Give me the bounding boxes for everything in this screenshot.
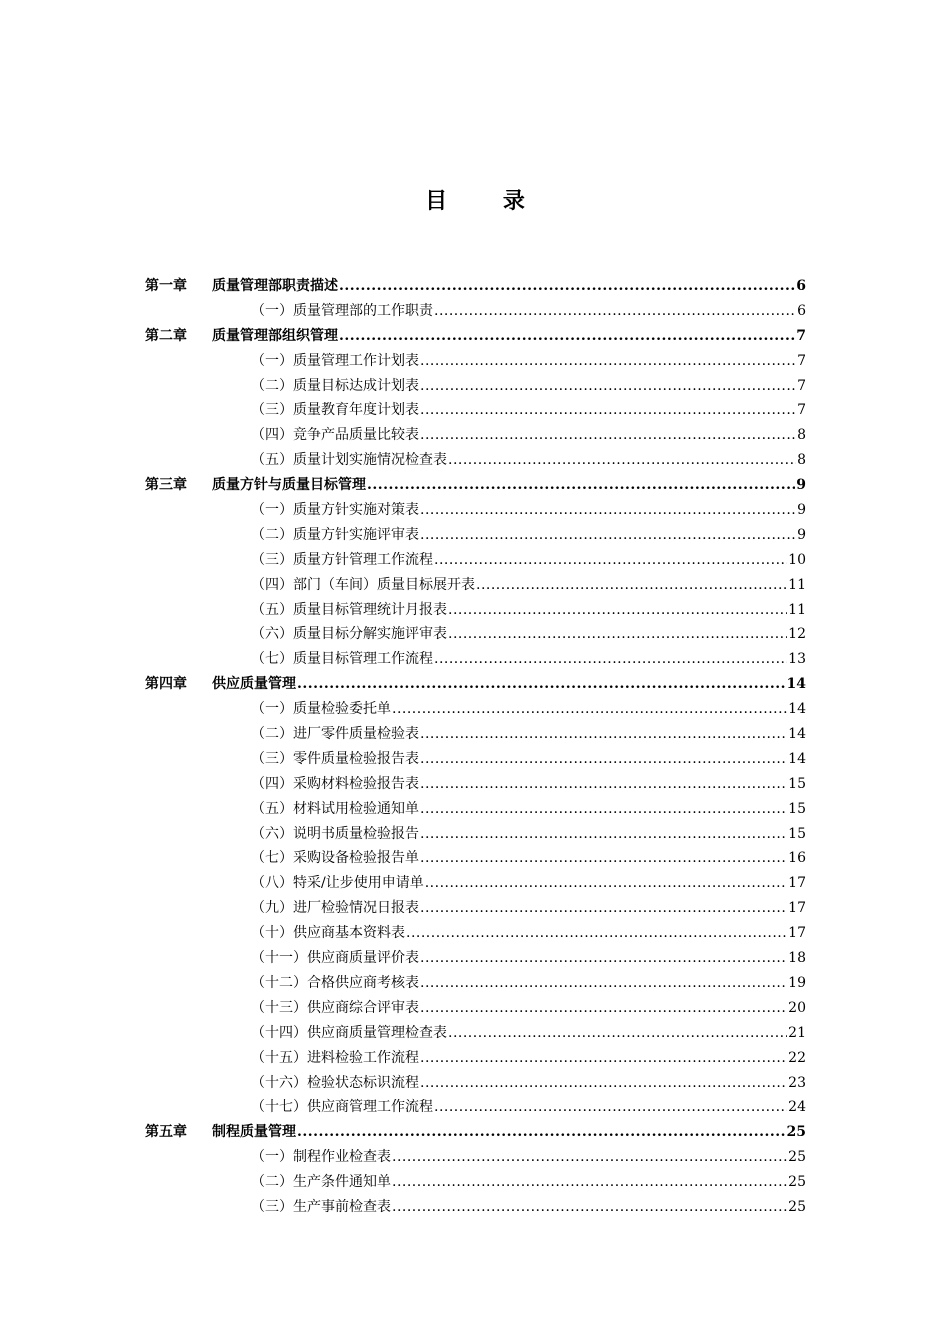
toc-section-entry[interactable] bbox=[145, 299, 806, 324]
entry-title: （二）生产条件通知单 bbox=[251, 1174, 391, 1191]
toc-section-entry[interactable] bbox=[145, 797, 806, 822]
page-number: 22 bbox=[788, 1049, 806, 1066]
dot-leader bbox=[420, 523, 796, 548]
dot-leader bbox=[420, 722, 787, 747]
entry-title: （十四）供应商质量管理检查表 bbox=[251, 1024, 447, 1041]
toc-section-entry[interactable] bbox=[145, 423, 806, 448]
toc-chapter-entry[interactable] bbox=[145, 324, 806, 349]
page-number: 10 bbox=[788, 551, 806, 568]
toc-section-entry[interactable] bbox=[145, 1071, 806, 1096]
toc-section-entry[interactable] bbox=[145, 598, 806, 623]
page-number: 11 bbox=[788, 601, 806, 618]
toc-section-entry[interactable] bbox=[145, 772, 806, 797]
toc-section-entry[interactable] bbox=[145, 1170, 806, 1195]
page-number: 13 bbox=[788, 651, 806, 668]
page-number: 25 bbox=[788, 1174, 806, 1191]
page-number: 25 bbox=[788, 1149, 806, 1166]
dot-leader bbox=[420, 1071, 787, 1096]
entry-title: （三）零件质量检验报告表 bbox=[251, 750, 419, 767]
toc-section-entry[interactable] bbox=[145, 896, 806, 921]
dot-leader bbox=[420, 896, 787, 921]
page-number: 14 bbox=[788, 701, 806, 718]
page-number: 17 bbox=[788, 900, 806, 917]
entry-title: （六）说明书质量检验报告 bbox=[251, 825, 419, 842]
entry-title: （三）生产事前检查表 bbox=[251, 1198, 391, 1215]
dot-leader bbox=[339, 274, 795, 299]
toc-section-entry[interactable] bbox=[145, 548, 806, 573]
toc-chapter-entry[interactable] bbox=[145, 672, 806, 697]
entry-title: （十二）合格供应商考核表 bbox=[251, 974, 419, 991]
page-number: 9 bbox=[797, 502, 806, 519]
toc-section-entry[interactable] bbox=[145, 1095, 806, 1120]
page-number: 8 bbox=[797, 427, 806, 444]
entry-title: （九）进厂检验情况日报表 bbox=[251, 900, 419, 917]
page-number: 20 bbox=[788, 999, 806, 1016]
dot-leader bbox=[420, 822, 787, 847]
toc-section-entry[interactable] bbox=[145, 622, 806, 647]
entry-title: （一）质量方针实施对策表 bbox=[251, 502, 419, 519]
entry-title: （八）特采/让步使用申请单 bbox=[251, 875, 424, 892]
page-number: 17 bbox=[788, 925, 806, 942]
entry-title: （十七）供应商管理工作流程 bbox=[251, 1099, 433, 1116]
page-number: 15 bbox=[788, 825, 806, 842]
toc-section-entry[interactable] bbox=[145, 747, 806, 772]
page-number: 19 bbox=[788, 974, 806, 991]
dot-leader bbox=[434, 1095, 787, 1120]
entry-title: （十三）供应商综合评审表 bbox=[251, 999, 419, 1016]
toc-section-entry[interactable] bbox=[145, 374, 806, 399]
dot-leader bbox=[448, 622, 787, 647]
entry-title: （一）质量管理工作计划表 bbox=[251, 352, 419, 369]
dot-leader bbox=[448, 448, 796, 473]
dot-leader bbox=[434, 548, 787, 573]
entry-title: 制程质量管理 bbox=[212, 1124, 296, 1141]
page-number: 14 bbox=[788, 726, 806, 743]
toc-section-entry[interactable] bbox=[145, 1021, 806, 1046]
toc-section-entry[interactable] bbox=[145, 946, 806, 971]
page-number: 14 bbox=[786, 676, 806, 693]
entry-title: （四）竞争产品质量比较表 bbox=[251, 427, 419, 444]
toc-section-entry[interactable] bbox=[145, 349, 806, 374]
entry-title: 供应质量管理 bbox=[212, 676, 296, 693]
toc-section-entry[interactable] bbox=[145, 498, 806, 523]
dot-leader bbox=[392, 697, 787, 722]
dot-leader bbox=[392, 1145, 787, 1170]
toc-chapter-entry[interactable] bbox=[145, 274, 806, 299]
entry-title: （十五）进料检验工作流程 bbox=[251, 1049, 419, 1066]
dot-leader bbox=[434, 299, 796, 324]
entry-title: 质量管理部职责描述 bbox=[212, 278, 338, 294]
entry-title: （五）材料试用检验通知单 bbox=[251, 800, 419, 817]
dot-leader bbox=[420, 423, 796, 448]
dot-leader bbox=[420, 996, 787, 1021]
entry-title: （二）质量目标达成计划表 bbox=[251, 377, 419, 394]
toc-section-entry[interactable] bbox=[145, 722, 806, 747]
toc-section-entry[interactable] bbox=[145, 996, 806, 1021]
entry-title: 质量管理部组织管理 bbox=[212, 327, 338, 344]
entry-title: （十六）检验状态标识流程 bbox=[251, 1074, 419, 1091]
toc-section-entry[interactable] bbox=[145, 871, 806, 896]
entry-title: （七）质量目标管理工作流程 bbox=[251, 651, 433, 668]
toc-chapter-entry[interactable] bbox=[145, 1120, 806, 1145]
entry-title: （四）采购材料检验报告表 bbox=[251, 775, 419, 792]
page-number: 6 bbox=[796, 278, 806, 294]
dot-leader bbox=[420, 1046, 787, 1071]
dot-leader bbox=[448, 598, 787, 623]
dot-leader bbox=[425, 871, 787, 896]
chapter-number: 第一章 bbox=[145, 278, 187, 294]
toc-chapter-entry[interactable] bbox=[145, 473, 806, 498]
page-number: 7 bbox=[797, 402, 806, 419]
dot-leader bbox=[297, 1120, 786, 1145]
toc-section-entry[interactable] bbox=[145, 448, 806, 473]
toc-title: 目 录 bbox=[425, 189, 549, 214]
dot-leader bbox=[392, 1195, 787, 1220]
entry-title: 质量方针与质量目标管理 bbox=[212, 477, 366, 494]
page-number: 25 bbox=[786, 1124, 806, 1141]
entry-title: （二）进厂零件质量检验表 bbox=[251, 726, 419, 743]
page-number: 7 bbox=[796, 327, 806, 344]
chapter-number: 第三章 bbox=[145, 477, 187, 494]
dot-leader bbox=[420, 398, 796, 423]
page-number: 11 bbox=[788, 576, 806, 593]
chapter-number: 第四章 bbox=[145, 676, 187, 693]
page-number: 24 bbox=[788, 1099, 806, 1116]
page-number: 14 bbox=[788, 750, 806, 767]
page-number: 15 bbox=[788, 775, 806, 792]
page-number: 21 bbox=[788, 1024, 806, 1041]
table-of-contents bbox=[145, 274, 806, 1220]
entry-title: （六）质量目标分解实施评审表 bbox=[251, 626, 447, 643]
chapter-number: 第五章 bbox=[145, 1124, 187, 1141]
entry-title: （五）质量计划实施情况检查表 bbox=[251, 452, 447, 469]
dot-leader bbox=[448, 1021, 787, 1046]
toc-section-entry[interactable] bbox=[145, 971, 806, 996]
page-number: 17 bbox=[788, 875, 806, 892]
page-number: 16 bbox=[788, 850, 806, 867]
toc-section-entry[interactable] bbox=[145, 1046, 806, 1071]
dot-leader bbox=[339, 324, 795, 349]
entry-title: （四）部门（车间）质量目标展开表 bbox=[251, 576, 475, 593]
toc-section-entry[interactable] bbox=[145, 523, 806, 548]
dot-leader bbox=[420, 747, 787, 772]
toc-section-entry[interactable] bbox=[145, 822, 806, 847]
page-number: 7 bbox=[797, 377, 806, 394]
toc-section-entry[interactable] bbox=[145, 1195, 806, 1220]
toc-section-entry[interactable] bbox=[145, 921, 806, 946]
dot-leader bbox=[476, 573, 787, 598]
dot-leader bbox=[420, 374, 796, 399]
entry-title: （五）质量目标管理统计月报表 bbox=[251, 601, 447, 618]
entry-title: （二）质量方针实施评审表 bbox=[251, 526, 419, 543]
dot-leader bbox=[420, 971, 787, 996]
dot-leader bbox=[420, 846, 787, 871]
page-number: 9 bbox=[796, 477, 806, 494]
page-number: 25 bbox=[788, 1198, 806, 1215]
page-number: 15 bbox=[788, 800, 806, 817]
page-number: 9 bbox=[797, 526, 806, 543]
entry-title: （三）质量教育年度计划表 bbox=[251, 402, 419, 419]
entry-title: （一）质量检验委托单 bbox=[251, 701, 391, 718]
dot-leader bbox=[420, 772, 787, 797]
page-number: 23 bbox=[788, 1074, 806, 1091]
page-number: 18 bbox=[788, 950, 806, 967]
toc-section-entry[interactable] bbox=[145, 398, 806, 423]
dot-leader bbox=[406, 921, 787, 946]
entry-title: （一）质量管理部的工作职责 bbox=[251, 302, 433, 319]
entry-title: （一）制程作业检查表 bbox=[251, 1149, 391, 1166]
dot-leader bbox=[297, 672, 786, 697]
dot-leader bbox=[420, 946, 787, 971]
entry-title: （七）采购设备检验报告单 bbox=[251, 850, 419, 867]
dot-leader bbox=[367, 473, 795, 498]
dot-leader bbox=[420, 797, 787, 822]
toc-section-entry[interactable] bbox=[145, 1145, 806, 1170]
dot-leader bbox=[392, 1170, 787, 1195]
toc-section-entry[interactable] bbox=[145, 647, 806, 672]
entry-title: （三）质量方针管理工作流程 bbox=[251, 551, 433, 568]
page-number: 7 bbox=[797, 352, 806, 369]
chapter-number: 第二章 bbox=[145, 327, 187, 344]
toc-section-entry[interactable] bbox=[145, 573, 806, 598]
page-number: 12 bbox=[788, 626, 806, 643]
page-number: 8 bbox=[797, 452, 806, 469]
dot-leader bbox=[420, 349, 796, 374]
entry-title: （十）供应商基本资料表 bbox=[251, 925, 405, 942]
dot-leader bbox=[420, 498, 796, 523]
toc-section-entry[interactable] bbox=[145, 697, 806, 722]
toc-section-entry[interactable] bbox=[145, 846, 806, 871]
page-number: 6 bbox=[797, 302, 806, 319]
dot-leader bbox=[434, 647, 787, 672]
entry-title: （十一）供应商质量评价表 bbox=[251, 950, 419, 967]
